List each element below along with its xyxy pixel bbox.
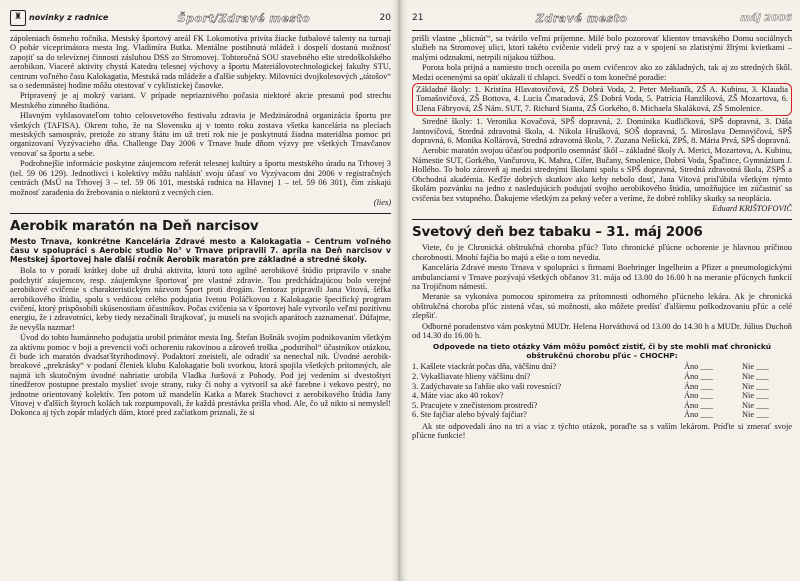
article-paragraph: prišli vlastne „blicnúť“, sa tvárilo veľmi príjemne. Milé bolo pozorovať klientov trnavského Domu sociálnych služieb na Stromovej ulici, ktorí takéto cvičenie videli prvý raz a v spojení so zlatistými žltými kvietkami – malými odznakmi, netrpili nijakou túžbou.: [412, 34, 792, 62]
intro-paragraph: Podrobnejšie informácie poskytne záujemcom referát telesnej kultúry a športu mestského úradu na Trhovej 3 (tel. 59 06 129). Jednotlivci i kolektívy môžu nahlásiť svoju účasť vo Vyzývacom dni 2006 v registračných centrách (MsÚ na Trhovej 3 – tel. 59 06 101, mestská radnica na Hlavnej 1 – tel. 59 06 301), čím získajú možnosť zaradenia do žrebovania o niektorú z vecných cien.: [10, 159, 391, 197]
article-paragraph: Odborné poradenstvo vám poskytnú MUDr. Helena Horváthová od 13.00 do 14.30 h a MUDr. Július Duchoň od 14.30 do 16.00 h.: [412, 321, 792, 340]
intro-signature: (lies): [373, 197, 391, 207]
logo-text: novinky z radnice: [29, 13, 109, 22]
author-signature: Eduard KRIŠTOFOVIČ: [712, 203, 792, 213]
right-header: [412, 6, 792, 31]
intro-paragraph: zápoleniach ôsmeho ročníka. Mestský športový areál FK Lokomotíva privíta žiacke futbalové talenty na turnaji O pohár viceprimátora mesta Ing. Vladimíra Butka. Mentálne postihnutá mládež i dospelí dostanú možnosť zapojiť sa do televíznej činnosti zásluhou DSS zo Stromovej. Tohtoročná SOU stavebného ešte stredoškolského aerobikon. Viaceré aktivity chystá Katedra telesnej výchovy a športu Materiálovotechnologickej fakulty STU, centrum voľného času Kalokagatia, Mestská rada mládeže a ďalšie subjekty. Milovníci dvojkolesových „tátošov“ sa o sedemnástej hodine môžu otestovať v cyklistickej časovke.: [10, 34, 391, 91]
quiz-question-text: 5. Pracujete v znečistenom prostredí?: [412, 400, 538, 410]
intro-paragraph: Hlavným vyhlasovateľom tohto celosvetového festivalu zdravia je Medzinárodná organizácia športu pre všetkých (TAFISA). Okrem toho, že na Slovensku aj v tomto roku zostava všetka kancelária na plecíach mestských samospráv, pretože zo strany štátu im už tretí rok nie je poskytnutá žiadna materiálna pomoc pri organizovaní Vyzývacieho dňa. Challenge Day 2006 v Trnave bude dňom výzvy pre všetkých Trnavčanov venovať sa športu a sebe.: [10, 111, 391, 158]
page-number: 21: [412, 13, 424, 23]
quiz-no: Nie ___: [742, 371, 769, 381]
left-header: [10, 6, 391, 31]
quiz-no: Nie ___: [742, 362, 769, 372]
quiz-no: Nie ___: [742, 391, 769, 401]
quiz-yes: Áno ___: [684, 371, 714, 381]
quiz-question-text: 6. Ste fajčiar alebo bývalý fajčiar?: [412, 410, 527, 420]
quiz-yes: Áno ___: [684, 362, 714, 372]
article-paragraph: Meranie sa vykonáva pomocou spirometra za prítomnosti odborného pľúcneho lekára. Ak je chronická obštrukčná choroba pľúc zistená včas, sú možnosti, ako môžete predísť ďalšiemu poškodzovaniu pľúc a celé zlepšiť.: [412, 292, 792, 321]
article-paragraph: Kancelária Zdravé mesto Trnava v spolupráci s firmami Boehringer Ingelheim a Pfizer a pneumologickými ambulanciami v Trnave pozývajú všetkých občanov 31. mája od 13.00 do 16.00 h na meranie pľúcnych funkcií na Trojičnom námestí.: [412, 263, 792, 291]
quiz-question-text: 2. Vykašliavate hlieny väčšinu dní?: [412, 371, 531, 381]
quiz-question: [412, 362, 792, 372]
quiz-list: [412, 362, 792, 420]
quiz-question: [412, 391, 792, 401]
article-paragraph: Stredné školy: 1. Veronika Kovačová, SPŠ dopravná, 2. Dominika Kudličková, SPŠ dopravná, 3. Dáša Jantovičová, Stredná zdravotná škola, 4. Nikola Hrušková, SOŠ dopravná, 5. Miroslava Demovičová, SPŠ dopravná, 6. Monika Kollárová, Stredná zdravotná škola, 7. Zuzana Nešická, ZPŠ, 8. Mária Prvá, SPŠ dopravná.: [412, 117, 792, 146]
article-title: Aerobik maratón na Deň narcisov: [10, 213, 391, 234]
section-title: Zdravé mesto: [536, 11, 628, 25]
city-crest-icon: ♜: [10, 10, 26, 26]
quiz-question-text: 3. Zadýchavate sa ľahšie ako vaši rovesníci?: [412, 381, 562, 391]
quiz-question-text: 4. Máte viac ako 40 rokov?: [412, 391, 504, 401]
article-paragraph: Úvod do tohto humánneho podujatia urobil primátor mesta Ing. Štefan Bošnák svojím podnikovaním všetkým za aktívnu pomoc v boji a prevencii voči ochoreniu rakovinou a zároveň troška „podstrihol“ účastníkov otázkou, či bude ich maratón dvadsaťštyrihodinový. Podaktorí zneisteli, ale odradiť sa nenechal nik. Úvodné aerobik-breakové „prekrásky“ v podaní členiek klubu Kalokagatie boli svorkou, ktorá spojila všetkých prítomných, ale najmä ich skutočným úvodné nahriatie urobila Vladka Juršová z Pohody. Pod jej vedením si dvestoštyri tínedžerov postupne prestalo myslieť svoje strany, ruky či nohy a vytvoril sa aké farebne i vekovo pestrý, no jednotne orientovaný kolektív. Ten potom už mandelín Katka a Marek Stachovci z aerobikového štúdia Jany Vitovej v ďalších štyroch kolách tak rozpumpovali, že každá prestávka prišla vhod. Ale, čo už nikto si nemyslel! Dokonca aj tých zopár mladých dám, ktoré pred začiatkom priznali, že si: [10, 333, 391, 418]
quiz-question: [412, 382, 792, 392]
primary-school-results: Základné školy: 1. Kristína Hlavatovičová, ZŠ Dobrá Voda, 2. Peter Meštaník, ZŠ A. Kubinu, 3. Klaudia Tomašovičová, ZŠ Bottova, 4. Lucia Čmaradová, ZŠ Dobrá Voda, 5. Patrícia Hanzlíková, ZŠ Mozartova, 6. Elena Fábryová, ZŠ Nám. SUT, 7. Richard Sianta, ZŠ Gorkého, 8. Michaela Skaláková, ZŠ Smolenice.: [416, 85, 788, 113]
section-title: Šport/Zdravé mesto: [177, 11, 311, 25]
quiz-yes: Áno ___: [684, 400, 714, 410]
quiz-question: [412, 372, 792, 382]
newsletter-logo: [10, 10, 108, 26]
closing-paragraph: Ak ste odpovedali áno na tri a viac z týchto otázok, poraďte sa s vaším lekárom. Príďte si zmerať svoje pľúcne funkcie!: [412, 421, 792, 441]
article-lead: Mesto Trnava, konkrétne Kancelária Zdravé mesto a Kalokagatia – Centrum voľného času v spolupráci s Aerobic studio No° v Trnave pripravili 7. apríla na Deň narcisov v Mestskej športovej hale ďalší ročník Aerobik maratón pre základné a stredné školy.: [10, 237, 391, 265]
article-paragraph: Porota bola prijná a namiesto troch ocenila po osem cvičencov ako zo základných, tak aj zo stredných škôl. Medzi ocenenými sa opäť ukázali tí chlapci. Svedčí o tom konečné poradie:: [412, 63, 792, 82]
quiz-yes: Áno ___: [684, 391, 714, 401]
quiz-question: [412, 401, 792, 411]
page-number: 20: [379, 13, 391, 23]
quiz-no: Nie ___: [742, 381, 769, 391]
article-paragraph: Bola to v poradí krátkej dobe už druhá aktivita, ktorú toto agilné aerobikové štúdio pripravilo v snahe podchytiť záujemcov, resp. záujemkyne športovať pre vlastné zdravie. Tou predchádzajúcou bolo verejné aerobikové cvičenie s charakteristickým názvom Šport proti drogám. Tentoraz pripravili Jana Vitová, šéfka aerobikového štúdia, spolu s vedúcou celého podujatia Ivetou Poláčkovou z Kalokagatie špecifický program cvičení, ktorý prispôsobili skúsenostiam účastníkov. Počas cvičenia sa v športovej hale vytvorilo veľmi pozitívnu energiu, že i zdravotníci, keby tiedy nezačínali štrajkovať, ju museli na svojich aparátoch zaznamenať. Dúfajme, že nevyšla nazmar!: [10, 266, 391, 332]
highlighted-results: [412, 83, 792, 116]
quiz-yes: Áno ___: [684, 381, 714, 391]
intro-paragraph: Pripravený je aj mokrý variant. V prípade nepriaznivého počasia niektoré akcie presunú pod strechu Mestského zimného štadióna.: [10, 91, 391, 110]
quiz-yes: Áno ___: [684, 410, 714, 420]
quiz-no: Nie ___: [742, 410, 769, 420]
quiz-question-text: 1. Kašlete viackrát počas dňa, väčšinu dní?: [412, 362, 557, 372]
quiz-question: [412, 410, 792, 420]
article-title: Svetový deň bez tabaku – 31. máj 2006: [412, 219, 792, 240]
right-page: [400, 0, 800, 581]
quiz-intro: Odpovede na tieto otázky Vám môžu pomôcť zistiť, či by ste mohli mať chronickú obštrukčnú chorobu pľúc – CHOCHP:: [432, 342, 772, 361]
article-paragraph: Aerobic maratón svojou účasťou podporilo osemnásť škôl – základné školy A. Merici, Mozartova, A. Kubinu, Námestie SUT, Gorkého, Vančurova, K. Mahra, Cífer, Bučany, Smolenice, Dobrá Voda, Špačince, Gymnázium J. Hollého. To bolo zároveň aj medzi strednými školami spolu s SPŠ dopravná, Stredná zdravotná škola, ZSPŠ a Obchodná akadémia. Keďže dobrých skutkov ako keby nebolo dosť, Jana Vitová prisľúbila všetkým týmto školám pozvánku na jedno z nasledujúcich podujatí svojho aerobikového štúdia, umožňujúce im zúčastniť sa cvičenia bez vstupného. Ďakujeme všetkým za pekný večer a veríme, že dobré rohlíky skutky sa neoplácia.: [412, 146, 792, 203]
issue-date: máj 2006: [740, 12, 792, 24]
article-paragraph: Viete, čo je Chronická obštrukčná choroba pľúc? Toto chronické pľúcne ochorenie je hlavnou príčinou chorobnosti. Mnohí fajčia bo majú a ešte o tom nevedia.: [412, 243, 792, 262]
quiz-no: Nie ___: [742, 400, 769, 410]
